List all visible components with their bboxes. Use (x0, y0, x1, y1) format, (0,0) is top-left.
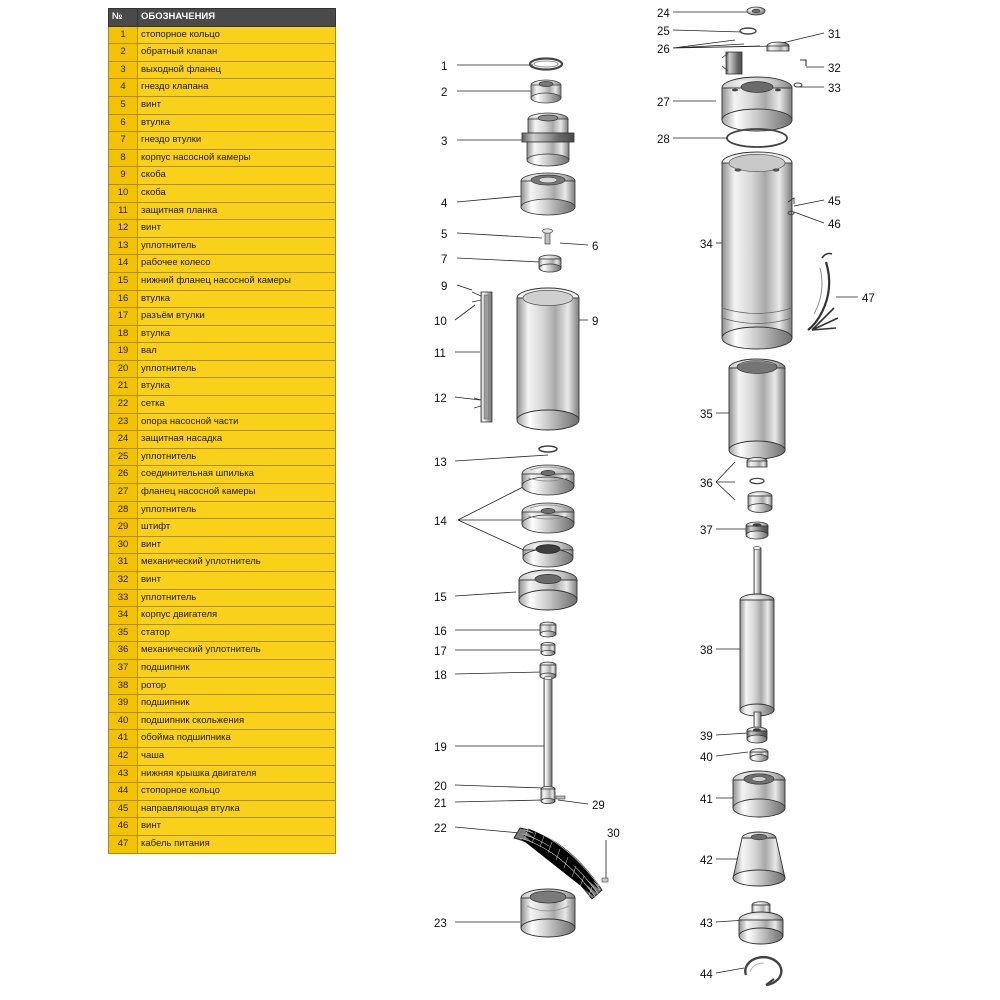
part-1-snap-ring (530, 59, 562, 70)
legend-row-number: 12 (109, 220, 138, 238)
legend-row-description: ротор (138, 677, 336, 695)
legend-row (109, 835, 336, 853)
part-18-bushing (540, 662, 556, 679)
part-27-pump-chamber-flange (722, 77, 792, 131)
part-5-screw (543, 229, 553, 244)
legend-row-description: подшипник (138, 695, 336, 713)
legend-row (109, 572, 336, 590)
legend-row-number: 18 (109, 325, 138, 343)
part-14-impeller-c (523, 541, 573, 567)
callout-number-5: 5 (441, 229, 448, 241)
part-16-bushing (540, 622, 556, 637)
part-14-impeller-b (522, 503, 574, 533)
callout-number-2: 2 (441, 87, 448, 99)
legend-row-number: 4 (109, 79, 138, 97)
legend-row-number: 40 (109, 712, 138, 730)
legend-row-number: 47 (109, 835, 138, 853)
legend-row (109, 61, 336, 79)
callout-number-35: 35 (700, 409, 713, 421)
part-47-power-cable (808, 254, 838, 331)
legend-row-number: 33 (109, 589, 138, 607)
legend-row-number: 7 (109, 132, 138, 150)
legend-row-description: соединительная шпилька (138, 466, 336, 484)
legend-row (109, 431, 336, 449)
legend-row-number: 20 (109, 360, 138, 378)
legend-row-number: 30 (109, 536, 138, 554)
part-45-46-guide-bushing-screw (788, 198, 794, 215)
legend-row-description: сетка (138, 396, 336, 414)
part-23-pump-support (521, 889, 575, 937)
legend-row (109, 396, 336, 414)
callout-number-41: 41 (700, 794, 713, 806)
part-20-21-seal-bushing (541, 786, 555, 803)
part-15-lower-flange (519, 570, 577, 610)
part-13-seal (539, 446, 557, 452)
part-22-screen (514, 828, 602, 899)
callout-number-6: 6 (592, 241, 599, 253)
legend-row (109, 96, 336, 114)
legend-row-number: 11 (109, 202, 138, 220)
callout-number-15: 15 (434, 592, 447, 604)
legend-row-number: 2 (109, 44, 138, 62)
part-26-stud (767, 42, 789, 51)
callout-number-29: 29 (592, 800, 605, 812)
legend-row-number: 9 (109, 167, 138, 185)
legend-row (109, 132, 336, 150)
legend-row-number: 17 (109, 308, 138, 326)
callout-number-23: 23 (434, 918, 447, 930)
legend-row (109, 519, 336, 537)
callout-number-34: 34 (700, 239, 713, 251)
legend-row-description: уплотнитель (138, 360, 336, 378)
legend-row-number: 24 (109, 431, 138, 449)
legend-header-row (109, 9, 336, 27)
legend-row-number: 26 (109, 466, 138, 484)
legend-row-description: разъём втулки (138, 308, 336, 326)
legend-row-description: выходной фланец (138, 61, 336, 79)
legend-row (109, 747, 336, 765)
callout-number-3: 3 (441, 136, 448, 148)
part-38-rotor (740, 546, 774, 730)
legend-row-description: кабель питания (138, 835, 336, 853)
callout-number-14: 14 (434, 516, 447, 528)
callout-number-16: 16 (434, 626, 447, 638)
legend-row-number: 5 (109, 96, 138, 114)
part-34-motor-housing (722, 152, 792, 349)
legend-row-description: винт (138, 96, 336, 114)
part-4-valve-seat (521, 173, 575, 215)
legend-row-number: 8 (109, 149, 138, 167)
legend-row (109, 378, 336, 396)
legend-row-description: вал (138, 343, 336, 361)
callout-number-26: 26 (657, 44, 670, 56)
legend-row (109, 466, 336, 484)
legend-row-number: 16 (109, 290, 138, 308)
part-32-screw (800, 60, 806, 66)
part-3-outlet-flange (522, 113, 574, 166)
legend-row (109, 554, 336, 572)
callout-number-30: 30 (607, 828, 620, 840)
part-31-mechanical-seal (722, 52, 742, 74)
legend-row-description: механический уплотнитель (138, 554, 336, 572)
legend-row (109, 624, 336, 642)
legend-row-description: направляющая втулка (138, 800, 336, 818)
part-29-pin (556, 796, 565, 799)
callout-number-11: 11 (434, 348, 446, 360)
part-30-screw (602, 878, 608, 882)
legend-row-number: 10 (109, 184, 138, 202)
part-14-impeller-a (522, 465, 574, 495)
legend-row-description: защитная планка (138, 202, 336, 220)
part-24-protective-cap (747, 7, 765, 15)
callout-number-19: 19 (434, 742, 447, 754)
legend-row-description: статор (138, 624, 336, 642)
legend-row-description: уплотнитель (138, 589, 336, 607)
legend-row-description: уплотнитель (138, 501, 336, 519)
legend-row (109, 202, 336, 220)
part-43-lower-motor-cover (739, 902, 783, 944)
legend-row (109, 712, 336, 730)
callout-number-20: 20 (434, 781, 447, 793)
legend-row-description: чаша (138, 747, 336, 765)
part-2-check-valve (531, 80, 561, 103)
legend-row (109, 44, 336, 62)
legend-row-description: стопорное кольцо (138, 783, 336, 801)
legend-row-description: корпус двигателя (138, 607, 336, 625)
callout-number-38: 38 (700, 645, 713, 657)
legend-row-number: 15 (109, 272, 138, 290)
legend-row-description: скоба (138, 167, 336, 185)
legend-row (109, 765, 336, 783)
callout-number-39: 39 (700, 731, 713, 743)
part-25-seal (740, 28, 756, 34)
legend-row-description: штифт (138, 519, 336, 537)
part-36-mechanical-seal-set (747, 457, 772, 512)
part-37-bearing (746, 522, 768, 539)
callout-number-32: 32 (828, 63, 841, 75)
part-42-cup (733, 832, 785, 886)
leader-lines (455, 12, 858, 973)
legend-row-description: винт (138, 220, 336, 238)
legend-row (109, 272, 336, 290)
callout-number-10: 10 (434, 316, 447, 328)
callout-number-13: 13 (434, 457, 447, 469)
legend-row (109, 149, 336, 167)
callout-number-12: 12 (434, 393, 447, 405)
legend-row-number: 13 (109, 237, 138, 255)
legend-row (109, 800, 336, 818)
legend-row-description: скоба (138, 184, 336, 202)
legend-row (109, 536, 336, 554)
legend-row-description: винт (138, 536, 336, 554)
legend-row-description: винт (138, 572, 336, 590)
legend-row-description: обратный клапан (138, 44, 336, 62)
legend-row (109, 677, 336, 695)
legend-row-number: 28 (109, 501, 138, 519)
callout-number-27: 27 (657, 97, 670, 109)
legend-header-description: ОБОЗНАЧЕНИЯ (138, 9, 336, 27)
legend-row (109, 484, 336, 502)
part-8-pump-chamber-housing (517, 288, 579, 430)
legend-row-description: гнездо втулки (138, 132, 336, 150)
legend-row-description: втулка (138, 325, 336, 343)
callout-number-9: 9 (592, 316, 599, 328)
legend-row (109, 360, 336, 378)
callout-number-24: 24 (657, 8, 670, 20)
legend-row-number: 19 (109, 343, 138, 361)
legend-row-description: втулка (138, 290, 336, 308)
part-35-stator (729, 359, 785, 459)
part-41-bearing-holder (733, 771, 785, 817)
legend-row-number: 27 (109, 484, 138, 502)
legend-row (109, 79, 336, 97)
callout-number-21: 21 (434, 798, 447, 810)
legend-row-description: гнездо клапана (138, 79, 336, 97)
legend-row (109, 818, 336, 836)
callout-number-43: 43 (700, 918, 713, 930)
callout-number-42: 42 (700, 855, 713, 867)
legend-row-number: 3 (109, 61, 138, 79)
legend-row-description: рабочее колесо (138, 255, 336, 273)
legend-row-number: 23 (109, 413, 138, 431)
part-19-shaft (544, 676, 552, 788)
legend-row-number: 42 (109, 747, 138, 765)
legend-row-description: нижний фланец насосной камеры (138, 272, 336, 290)
legend-row-description: стопорное кольцо (138, 26, 336, 44)
legend-row (109, 695, 336, 713)
callout-number-31: 31 (828, 29, 841, 41)
legend-row (109, 783, 336, 801)
legend-row-number: 1 (109, 26, 138, 44)
legend-row-number: 6 (109, 114, 138, 132)
legend-row-description: механический уплотнитель (138, 642, 336, 660)
legend-row (109, 255, 336, 273)
legend-row (109, 413, 336, 431)
legend-row-number: 31 (109, 554, 138, 572)
legend-row-number: 39 (109, 695, 138, 713)
part-28-seal-ring (727, 129, 787, 147)
legend-row (109, 26, 336, 44)
callout-number-45: 45 (828, 196, 841, 208)
legend-row-description: втулка (138, 114, 336, 132)
callout-number-40: 40 (700, 752, 713, 764)
legend-row-number: 22 (109, 396, 138, 414)
legend-row-number: 36 (109, 642, 138, 660)
legend-row-description: защитная насадка (138, 431, 336, 449)
legend-row-description: подшипник (138, 659, 336, 677)
part-17-bushing-coupler (541, 642, 555, 655)
callout-number-4: 4 (441, 198, 448, 210)
legend-row (109, 325, 336, 343)
legend-row (109, 448, 336, 466)
callout-number-47: 47 (862, 293, 875, 305)
legend-row-description: фланец насосной камеры (138, 484, 336, 502)
legend-header (109, 9, 336, 27)
part-33-washer (794, 83, 802, 87)
part-11-protective-strip (472, 292, 492, 422)
legend-row (109, 607, 336, 625)
legend-row-number: 38 (109, 677, 138, 695)
legend-row (109, 114, 336, 132)
legend-row-number: 41 (109, 730, 138, 748)
callout-number-44: 44 (700, 969, 713, 981)
callout-number-37: 37 (700, 525, 713, 537)
legend-row (109, 343, 336, 361)
legend-row-number: 37 (109, 659, 138, 677)
part-44-snap-ring (745, 957, 781, 985)
legend-table (108, 8, 336, 854)
legend-row-description: подшипник скольжения (138, 712, 336, 730)
legend-row (109, 730, 336, 748)
part-39-bearing (747, 727, 767, 743)
legend-row-number: 14 (109, 255, 138, 273)
legend-row (109, 290, 336, 308)
legend-row (109, 220, 336, 238)
legend-row-number: 21 (109, 378, 138, 396)
legend-row-number: 29 (109, 519, 138, 537)
legend-row-number: 34 (109, 607, 138, 625)
callout-number-1: 1 (441, 61, 448, 73)
legend-row-description: нижняя крышка двигателя (138, 765, 336, 783)
legend-row-number: 25 (109, 448, 138, 466)
callout-number-17: 17 (434, 646, 447, 658)
legend-row (109, 501, 336, 519)
legend-row-description: опора насосной части (138, 413, 336, 431)
callout-number-18: 18 (434, 670, 447, 682)
legend-row-number: 46 (109, 818, 138, 836)
legend-row (109, 237, 336, 255)
callout-number-36: 36 (700, 478, 713, 490)
callout-number-33: 33 (828, 83, 841, 95)
legend-row (109, 167, 336, 185)
legend-row-description: корпус насосной камеры (138, 149, 336, 167)
legend-row-number: 44 (109, 783, 138, 801)
legend-row-description: уплотнитель (138, 448, 336, 466)
callout-number-46: 46 (828, 219, 841, 231)
callout-number-9: 9 (441, 281, 448, 293)
callout-number-7: 7 (441, 254, 448, 266)
callout-number-22: 22 (434, 823, 447, 835)
part-40-sliding-bearing (750, 749, 768, 762)
legend-row (109, 308, 336, 326)
part-6-bushing (539, 255, 561, 272)
legend-row-description: винт (138, 818, 336, 836)
legend-row-description: обойма подшипника (138, 730, 336, 748)
legend-row-description: уплотнитель (138, 237, 336, 255)
legend-row-number: 35 (109, 624, 138, 642)
legend-row-number: 45 (109, 800, 138, 818)
legend-row-number: 32 (109, 572, 138, 590)
legend-header-number: № (109, 9, 138, 27)
legend-row (109, 642, 336, 660)
legend-row (109, 659, 336, 677)
legend-row-number: 43 (109, 765, 138, 783)
legend-body (109, 26, 336, 853)
legend-row-description: втулка (138, 378, 336, 396)
legend-row (109, 589, 336, 607)
callout-number-28: 28 (657, 134, 670, 146)
legend-row (109, 184, 336, 202)
callout-number-25: 25 (657, 26, 670, 38)
